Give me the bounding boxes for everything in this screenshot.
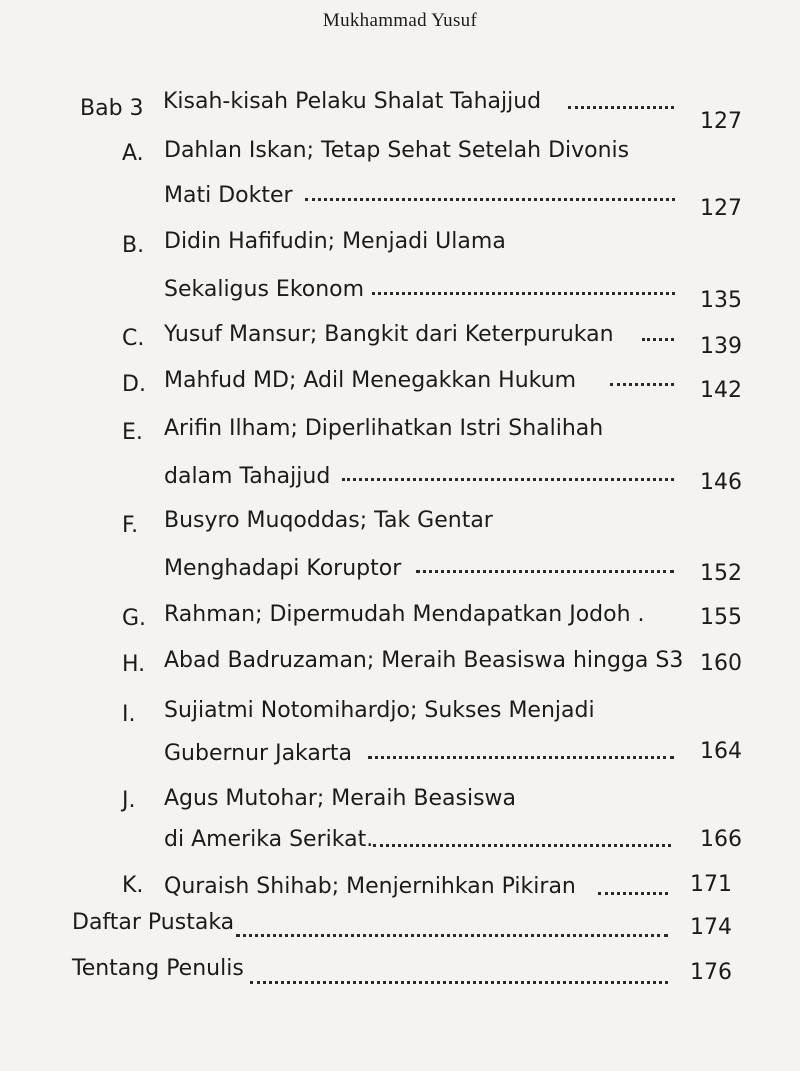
leader-dots — [342, 476, 674, 481]
item-page: 166 — [700, 827, 742, 852]
running-header: Mukhammad Yusuf — [322, 10, 478, 31]
item-letter: J. — [122, 788, 136, 813]
chapter-label: Bab 3 — [80, 96, 144, 121]
item-title-line1: Busyro Muqoddas; Tak Gentar — [164, 508, 493, 533]
item-title-line2: Menghadapi Koruptor — [164, 556, 402, 581]
leader-dots — [598, 890, 668, 895]
back-matter-page: 176 — [690, 960, 732, 985]
leader-dots — [368, 754, 674, 759]
item-title-line2: Mati Dokter — [164, 183, 293, 208]
item-page: 146 — [700, 470, 742, 495]
chapter-page: 127 — [700, 109, 742, 134]
item-title-line1: Abad Badruzaman; Meraih Beasiswa hingga S3 — [164, 648, 684, 673]
item-letter: G. — [122, 606, 147, 631]
item-title-line1: Mahfud MD; Adil Menegakkan Hukum — [164, 368, 577, 393]
item-title-line2: dalam Tahajjud — [164, 464, 331, 489]
back-matter-page: 174 — [690, 915, 732, 940]
item-page: 139 — [700, 334, 742, 359]
item-letter: E. — [122, 420, 143, 445]
item-title-line1: Arifin Ilham; Diperlihatkan Istri Shalihah — [164, 416, 604, 441]
item-page: 164 — [700, 739, 742, 764]
item-title-line2: Sekaligus Ekonom — [164, 277, 365, 302]
leader-dots — [372, 290, 675, 295]
item-title-line1: Rahman; Dipermudah Mendapatkan Jodoh . — [164, 602, 645, 627]
item-letter: I. — [122, 702, 136, 727]
item-title-line1: Yusuf Mansur; Bangkit dari Keterpurukan — [164, 322, 614, 347]
item-letter: B. — [122, 233, 145, 258]
chapter-title: Kisah-kisah Pelaku Shalat Tahajjud — [163, 89, 542, 114]
item-letter: C. — [122, 326, 145, 351]
item-page: 127 — [700, 196, 742, 221]
item-letter: F. — [122, 513, 139, 538]
item-title-line1: Sujiatmi Notomihardjo; Sukses Menjadi — [164, 698, 595, 723]
item-title-line2: Gubernur Jakarta — [164, 741, 353, 766]
leader-dots — [236, 932, 668, 937]
item-page: 152 — [700, 561, 742, 586]
leader-dots — [250, 979, 668, 984]
back-matter-title: Tentang Penulis — [72, 956, 244, 981]
item-letter: D. — [122, 372, 146, 397]
leader-dots — [373, 842, 671, 847]
item-page: 171 — [690, 872, 732, 897]
item-page: 160 — [700, 651, 742, 676]
item-title-line1: Quraish Shihab; Menjernihkan Pikiran — [164, 874, 576, 899]
leader-dots — [642, 336, 674, 341]
leader-dots — [568, 104, 674, 109]
item-title-line1: Didin Hafifudin; Menjadi Ulama — [164, 229, 506, 254]
item-page: 155 — [700, 605, 742, 630]
item-title-line2: di Amerika Serikat. — [164, 827, 374, 852]
leader-dots — [610, 381, 674, 386]
item-page: 135 — [700, 288, 742, 313]
item-title-line1: Dahlan Iskan; Tetap Sehat Setelah Divonis — [164, 138, 630, 163]
item-page: 142 — [700, 378, 742, 403]
back-matter-title: Daftar Pustaka — [72, 910, 235, 935]
item-title-line1: Agus Mutohar; Meraih Beasiswa — [164, 786, 517, 811]
item-letter: H. — [122, 652, 146, 677]
item-letter: K. — [122, 873, 144, 898]
leader-dots — [416, 568, 674, 573]
item-letter: A. — [122, 141, 144, 166]
leader-dots — [305, 196, 675, 201]
